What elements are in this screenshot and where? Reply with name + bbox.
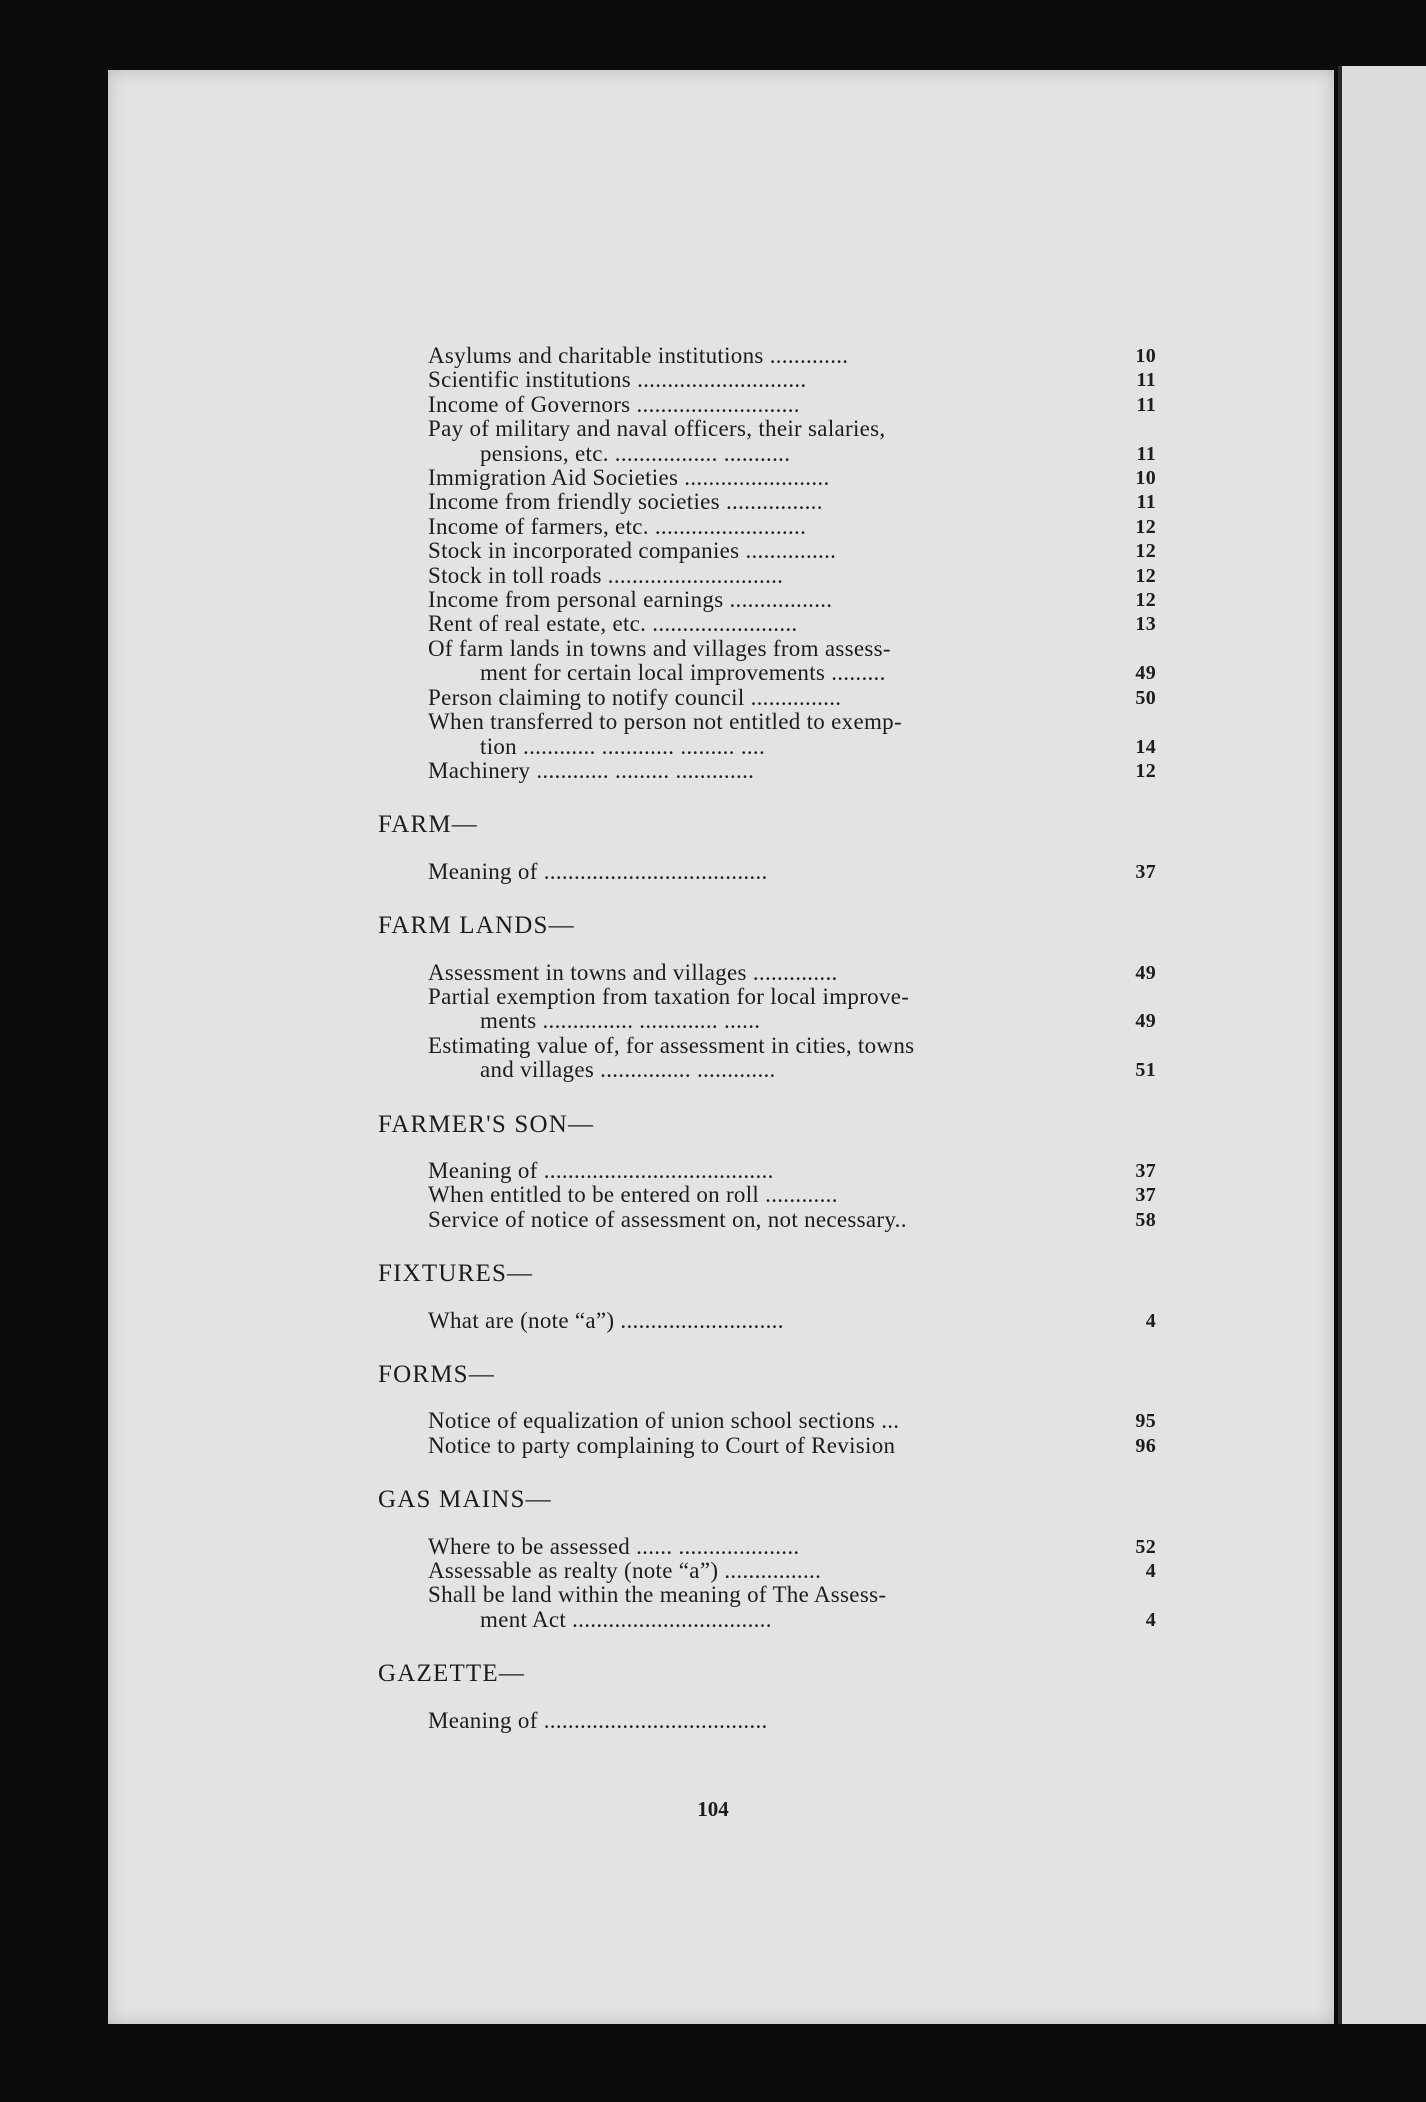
section-heading: FIXTURES—: [378, 1260, 534, 1288]
entry-line: Income of farmers, etc. .........................: [428, 514, 807, 539]
entry-line: Notice to party complaining to Court of Revision: [428, 1433, 896, 1458]
entry-line: What are (note “a”) ...........................: [428, 1308, 784, 1333]
entry-page-number: 4: [1145, 1560, 1156, 1583]
entry-page-number: 11: [1136, 369, 1156, 392]
section-heading: GAS MAINS—: [378, 1486, 552, 1514]
index-section: [270, 813, 1160, 884]
entry-text: [428, 1583, 1080, 1632]
entry-line: Notice of equalization of union school sections ...: [428, 1409, 900, 1434]
index-entry: [270, 588, 1160, 612]
index-entry: [270, 686, 1160, 710]
index-entry: [270, 1434, 1160, 1458]
entry-page-number: 50: [1135, 686, 1156, 709]
entry-line: Meaning of .....................................: [428, 859, 768, 884]
index-entry: [270, 961, 1160, 985]
entry-text: [428, 564, 1080, 588]
index-entry: [270, 1183, 1160, 1207]
index-section: [270, 1110, 1160, 1233]
index-section: [270, 344, 1160, 783]
entry-continuation-line: ment for certain local improvements .........: [480, 660, 886, 686]
entry-text: [428, 466, 1080, 490]
index-entry: [270, 539, 1160, 563]
entry-page-number: 4: [1145, 1608, 1156, 1631]
entry-line: Meaning of ......................................: [428, 1158, 774, 1183]
entry-page-number: 12: [1135, 564, 1156, 587]
section-heading: FORMS—: [378, 1361, 495, 1388]
entry-text: [428, 710, 1080, 759]
page-number: 104: [697, 1797, 729, 1821]
index-section: [270, 1262, 1160, 1333]
entry-text: [428, 515, 1080, 539]
entry-text: [428, 1559, 1080, 1583]
index-entry: [270, 393, 1160, 417]
entry-text: [428, 1434, 1080, 1458]
entry-line: Of farm lands in towns and villages from assess-: [428, 636, 891, 661]
entry-line: Asylums and charitable institutions .............: [428, 344, 849, 368]
entry-page-number: 12: [1135, 589, 1156, 612]
section-heading: FARM—: [378, 811, 479, 839]
entry-continuation-line: ments ............... ............. ......: [480, 1008, 761, 1034]
entry-continuation-line: pensions, etc. ................. ...........: [480, 440, 791, 466]
entry-line: Meaning of .....................................: [428, 1708, 768, 1733]
entry-page-number: 12: [1135, 759, 1156, 782]
entry-text: [428, 417, 1080, 466]
index-entry: [270, 759, 1160, 783]
entry-page-number: 95: [1135, 1410, 1156, 1433]
index-entry: [270, 985, 1160, 1034]
index-entry: [270, 564, 1160, 588]
entry-text: [428, 985, 1080, 1034]
entry-page-number: 10: [1135, 345, 1156, 367]
entry-line: Stock in toll roads .............................: [428, 563, 784, 588]
index-section: [270, 1488, 1160, 1632]
entry-page-number: 58: [1135, 1208, 1156, 1231]
entry-page-number: 49: [1135, 961, 1156, 984]
index-entry: [270, 1208, 1160, 1232]
entry-text: [428, 961, 1080, 985]
entry-line: Partial exemption from taxation for local improve-: [428, 984, 910, 1009]
index-entry: [270, 1535, 1160, 1559]
index-entry: [270, 1034, 1160, 1083]
entry-page-number: 10: [1135, 467, 1156, 490]
entry-page-number: 11: [1136, 442, 1156, 465]
entry-page-number: 51: [1135, 1059, 1156, 1082]
entry-page-number: 12: [1135, 540, 1156, 563]
index-entry: [270, 417, 1160, 466]
entry-continuation-line: and villages ............... .............: [480, 1057, 776, 1083]
entry-text: [428, 368, 1080, 392]
index-entry: [270, 612, 1160, 636]
index-entry: [270, 490, 1160, 514]
facing-page-edge: [1338, 66, 1426, 2024]
entry-page-number: 4: [1145, 1309, 1156, 1332]
entry-line: Machinery ............ ......... .............: [428, 758, 755, 783]
entry-line: Stock in incorporated companies ...............: [428, 539, 837, 564]
entry-page-number: 96: [1135, 1434, 1156, 1457]
entry-text: [428, 344, 1080, 368]
index-entry: [270, 637, 1160, 686]
entry-line: When entitled to be entered on roll ............: [428, 1183, 838, 1208]
entry-page-number: 52: [1135, 1535, 1156, 1558]
entry-text: [428, 1709, 1080, 1733]
index-entry: [270, 466, 1160, 490]
entry-line: Rent of real estate, etc. ........................: [428, 612, 798, 637]
entry-line: Person claiming to notify council ...............: [428, 685, 842, 710]
entry-line: Pay of military and naval officers, their salaries,: [428, 417, 886, 442]
index-entry: [270, 1709, 1160, 1733]
entry-line: When transferred to person not entitled to exemp-: [428, 710, 902, 735]
entry-line: Assessable as realty (note “a”) ................: [428, 1559, 822, 1584]
index-section: [270, 914, 1160, 1082]
entry-page-number: 37: [1135, 1184, 1156, 1207]
entry-text: [428, 1034, 1080, 1083]
entry-text: [428, 1409, 1080, 1433]
entry-line: Income from personal earnings .................: [428, 588, 833, 613]
index-entry: [270, 860, 1160, 884]
index-entry: [270, 344, 1160, 368]
index-entry: [270, 1583, 1160, 1632]
entry-text: [428, 490, 1080, 514]
entry-text: [428, 686, 1080, 710]
index-entry: [270, 1559, 1160, 1583]
entry-text: [428, 588, 1080, 612]
entry-line: Income from friendly societies ................: [428, 490, 823, 515]
entry-line: Where to be assessed ...... ....................: [428, 1534, 800, 1559]
entry-line: Scientific institutions ............................: [428, 368, 807, 393]
index-section: [270, 1662, 1160, 1733]
entry-text: [428, 1183, 1080, 1207]
entry-page-number: 37: [1135, 1159, 1156, 1182]
entry-text: [428, 1159, 1080, 1183]
entry-page-number: 14: [1135, 735, 1156, 758]
index-section: [270, 1363, 1160, 1458]
section-heading: FARM LANDS—: [378, 912, 575, 940]
entry-line: Income of Governors ...........................: [428, 392, 800, 417]
entry-text: [428, 612, 1080, 636]
entry-continuation-line: ment Act .................................: [480, 1606, 772, 1632]
entry-text: [428, 860, 1080, 884]
entry-line: Service of notice of assessment on, not necessary..: [428, 1207, 907, 1232]
entry-line: Immigration Aid Societies ........................: [428, 466, 830, 491]
section-heading: FARMER'S SON—: [378, 1110, 595, 1138]
index-content: [270, 344, 1160, 1733]
entry-line: Estimating value of, for assessment in cities, towns: [428, 1033, 915, 1058]
entry-page-number: 11: [1136, 393, 1156, 416]
entry-line: Shall be land within the meaning of The Assess-: [428, 1583, 887, 1608]
index-entry: [270, 1309, 1160, 1333]
index-entry: [270, 710, 1160, 759]
entry-text: [428, 1535, 1080, 1559]
entry-page-number: 11: [1136, 491, 1156, 514]
entry-page-number: 37: [1135, 860, 1156, 883]
entry-text: [428, 1208, 1080, 1232]
index-entry: [270, 1159, 1160, 1183]
index-entry: [270, 1409, 1160, 1433]
entry-text: [428, 393, 1080, 417]
entry-page-number: 49: [1135, 1010, 1156, 1033]
entry-page-number: 13: [1135, 613, 1156, 636]
index-entry: [270, 515, 1160, 539]
entry-continuation-line: tion ............ ............ ......... ....: [480, 733, 766, 759]
entry-text: [428, 539, 1080, 563]
entry-text: [428, 637, 1080, 686]
entry-text: [428, 1309, 1080, 1333]
entry-page-number: 12: [1135, 515, 1156, 538]
entry-text: [428, 759, 1080, 783]
entry-page-number: 49: [1135, 662, 1156, 685]
entry-line: Assessment in towns and villages ..............: [428, 960, 838, 985]
section-heading: GAZETTE—: [378, 1660, 526, 1688]
index-entry: [270, 368, 1160, 392]
